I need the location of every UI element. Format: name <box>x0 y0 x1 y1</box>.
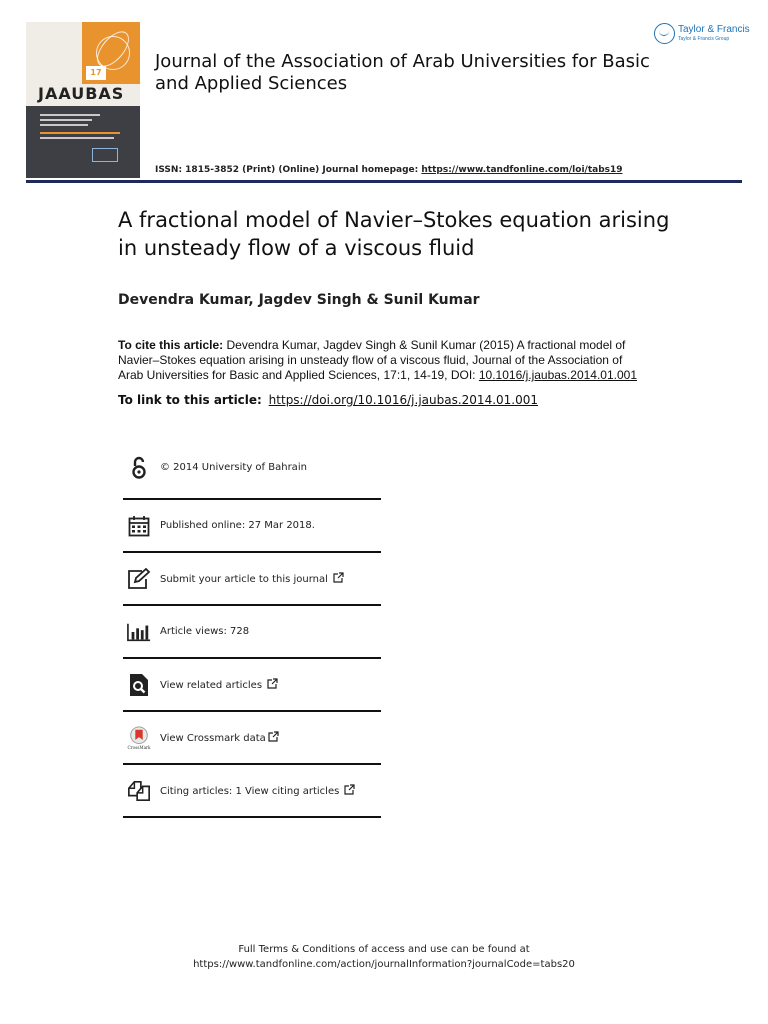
citation-label: To cite this article: <box>118 338 224 352</box>
publisher-logo[interactable] <box>654 21 750 47</box>
article-authors: Devendra Kumar, Jagdev Singh & Sunil Kumar <box>118 292 480 308</box>
issn-text: ISSN: 1815-3852 (Print) (Online) Journal homepage: <box>155 165 419 175</box>
citing-icon <box>127 778 151 804</box>
publisher-name: Taylor & Francis <box>678 24 750 35</box>
calendar-icon <box>127 513 151 539</box>
views-row <box>123 606 381 659</box>
edit-icon <box>127 566 151 592</box>
crossmark-row[interactable] <box>123 712 381 765</box>
header-divider <box>26 180 742 183</box>
external-link-icon <box>333 572 344 583</box>
journal-title: Journal of the Association of Arab Universities for Basic and Applied Sciences <box>155 51 650 94</box>
bar-chart-icon <box>127 619 151 645</box>
terms-url[interactable]: https://www.tandfonline.com/action/journalInformation?journalCode=tabs20 <box>193 959 575 970</box>
external-link-icon <box>268 731 279 742</box>
article-views: Article views: 728 <box>160 626 250 637</box>
citing-row[interactable] <box>123 765 381 818</box>
article-link-line <box>118 393 538 407</box>
link-label: To link to this article: <box>118 393 262 407</box>
terms-line: Full Terms & Conditions of access and use can be found at <box>238 944 530 955</box>
publisher-logo-icon <box>654 23 675 44</box>
open-access-icon <box>127 455 151 481</box>
related-articles-link[interactable]: View related articles <box>160 680 263 691</box>
cover-title: JAAUBAS <box>38 84 125 103</box>
submit-article-link[interactable]: Submit your article to this journal <box>160 574 328 585</box>
external-link-icon <box>344 784 355 795</box>
copyright-row <box>123 441 381 494</box>
issn-line <box>155 165 623 175</box>
external-link-icon <box>267 678 278 689</box>
citation-text: Devendra Kumar, Jagdev Singh & Sunil Kumar (2015) A fractional model of Navier–Stokes equation arising in unsteady flow of a viscous fluid, Journal of the Association of Arab Universities for Basic and Applied Sciences, 17:1, 14-19, DOI: <box>118 338 626 382</box>
cover-volume: 17 <box>86 66 106 80</box>
citation-doi-link[interactable]: 10.1016/j.jaubas.2014.01.001 <box>478 368 637 382</box>
terms-footer <box>0 942 768 972</box>
journal-homepage-link[interactable]: https://www.tandfonline.com/loi/tabs19 <box>421 165 623 175</box>
citing-articles-link[interactable]: Citing articles: 1 View citing articles <box>160 786 340 797</box>
crossmark-link[interactable]: View Crossmark data <box>160 733 266 744</box>
published-row <box>123 500 381 553</box>
copyright-text: © 2014 University of Bahrain <box>160 462 307 473</box>
citation-block <box>118 338 648 383</box>
published-date: Published online: 27 Mar 2018. <box>160 520 315 531</box>
publisher-group: Taylor & Francis Group <box>678 36 730 42</box>
article-title: A fractional model of Navier–Stokes equation arising in unsteady flow of a viscous fluid <box>118 208 670 260</box>
search-document-icon <box>127 672 151 698</box>
submit-row[interactable] <box>123 553 381 606</box>
crossmark-icon <box>127 725 151 751</box>
crossmark-icon-text: CrossMark <box>127 744 151 750</box>
article-doi-link[interactable]: https://doi.org/10.1016/j.jaubas.2014.01.001 <box>268 393 539 407</box>
journal-cover-image <box>26 22 140 178</box>
related-row[interactable] <box>123 659 381 712</box>
article-info-list <box>123 441 381 818</box>
